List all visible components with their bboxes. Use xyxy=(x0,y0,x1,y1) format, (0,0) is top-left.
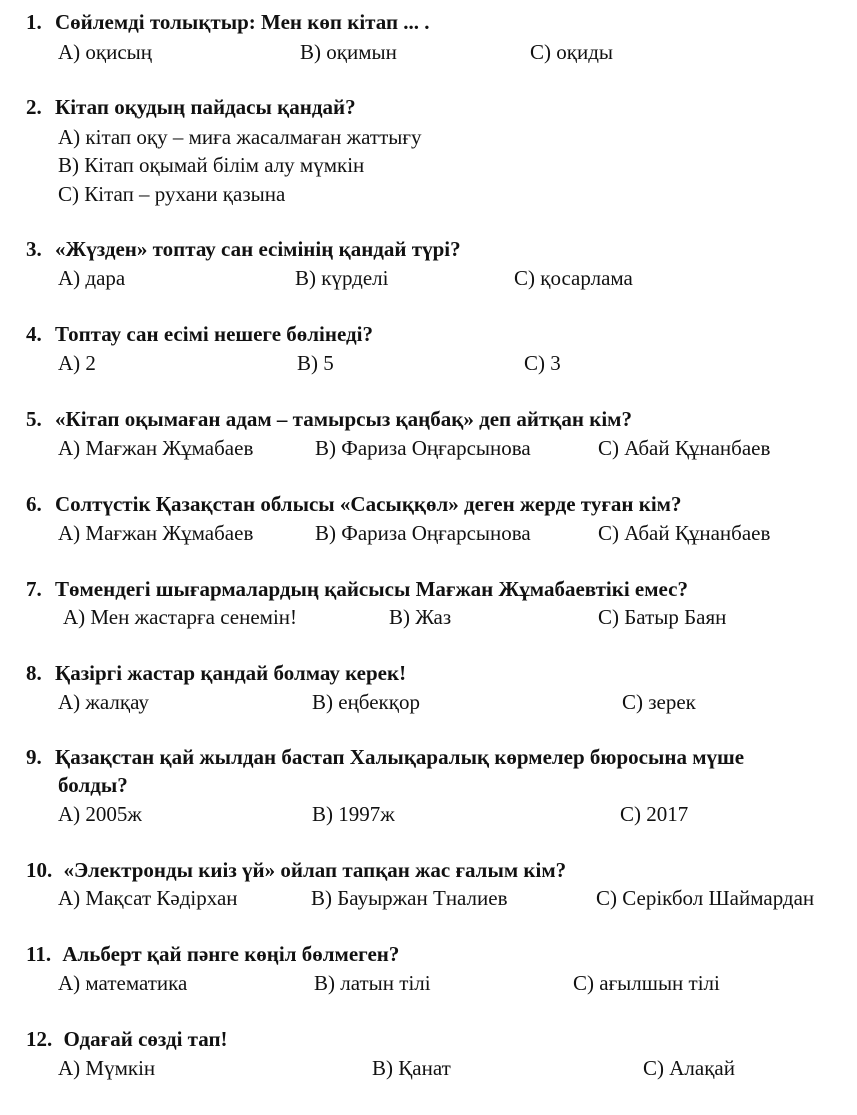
question-number: 3. xyxy=(26,237,42,261)
option-c: С) Абай Құнанбаев xyxy=(598,521,771,545)
question-title xyxy=(26,1026,228,1052)
question-text: Төмендегі шығармалардың қайсысы Мағжан Жұмабаевтікі емес? xyxy=(55,577,688,601)
option-a: А) 2005ж xyxy=(58,802,142,826)
option-a: А) оқисың xyxy=(58,40,153,64)
option-a: А) дара xyxy=(58,266,126,290)
question-text: «Жүзден» топтау сан есімінің қандай түрі? xyxy=(55,237,461,261)
question-title xyxy=(26,857,566,883)
option-c: С) Батыр Баян xyxy=(598,605,727,629)
option-a: А) жалқау xyxy=(58,690,149,714)
option-a: А) Мағжан Жұмабаев xyxy=(58,436,254,460)
question-title xyxy=(26,406,632,432)
question-number: 4. xyxy=(26,322,42,346)
option-b: В) 1997ж xyxy=(312,802,395,826)
question-number: 10. xyxy=(26,858,53,882)
question-number: 8. xyxy=(26,661,42,685)
option-c: С) Кітап – рухани қазына xyxy=(58,182,286,206)
option-c: С) оқиды xyxy=(530,40,613,64)
question-text: Қазақстан қай жылдан бастап Халықаралық көрмелер бюросына мүше xyxy=(55,745,745,769)
question-number: 2. xyxy=(26,95,42,119)
option-c: С) зерек xyxy=(622,690,696,714)
option-a: А) кітап оқу – миға жасалмаған жаттығу xyxy=(58,125,422,149)
question-title xyxy=(26,660,406,686)
question-text: «Электронды киіз үй» ойлап тапқан жас ғалым кім? xyxy=(63,858,567,882)
question-number: 9. xyxy=(26,745,42,769)
question-number: 5. xyxy=(26,407,42,431)
question-text: «Кітап оқымаған адам – тамырсыз қаңбақ» деп айтқан кім? xyxy=(55,407,632,431)
option-c: С) Серікбол Шаймардан xyxy=(596,886,815,910)
option-a: А) Мен жастарға сенемін! xyxy=(63,605,298,629)
option-b: В) оқимын xyxy=(300,40,397,64)
question-text: Кітап оқудың пайдасы қандай? xyxy=(55,95,356,119)
question-title xyxy=(26,744,744,770)
question-text: Солтүстік Қазақстан облысы «Сасыққөл» деген жерде туған кім? xyxy=(55,492,682,516)
option-b: В) еңбекқор xyxy=(312,690,420,714)
option-c: С) 3 xyxy=(524,351,561,375)
question-number: 11. xyxy=(26,942,52,966)
option-a: А) Мүмкін xyxy=(58,1056,156,1080)
question-text: Сөйлемді толықтыр: Мен көп кітап ... . xyxy=(55,10,430,34)
question-title xyxy=(26,321,373,347)
option-c: С) Абай Құнанбаев xyxy=(598,436,771,460)
option-b: В) Қанат xyxy=(372,1056,451,1080)
option-b: В) Кітап оқымай білім алу мүмкін xyxy=(58,153,365,177)
option-a: А) 2 xyxy=(58,351,96,375)
question-number: 1. xyxy=(26,10,42,34)
option-b: В) күрделі xyxy=(295,266,389,290)
option-b: В) Бауыржан Тналиев xyxy=(311,886,508,910)
option-c: С) ағылшын тілі xyxy=(573,971,720,995)
question-title xyxy=(26,9,430,35)
question-title xyxy=(26,491,681,517)
question-text: Одағай сөзді тап! xyxy=(63,1027,228,1051)
option-c: С) Алақай xyxy=(643,1056,735,1080)
question-text: Топтау сан есімі нешеге бөлінеді? xyxy=(55,322,373,346)
question-title xyxy=(26,941,399,967)
option-c: С) 2017 xyxy=(620,802,689,826)
option-a: А) Мағжан Жұмабаев xyxy=(58,521,254,545)
option-b: В) Фариза Оңғарсынова xyxy=(315,521,531,545)
option-b: В) Жаз xyxy=(389,605,452,629)
question-number: 7. xyxy=(26,577,42,601)
question-text: Қазіргі жастар қандай болмау керек! xyxy=(55,661,407,685)
option-a: А) Мақсат Кәдірхан xyxy=(58,886,238,910)
option-b: В) латын тілі xyxy=(314,971,431,995)
question-number: 6. xyxy=(26,492,42,516)
option-b: В) Фариза Оңғарсынова xyxy=(315,436,531,460)
question-text: Альберт қай пәнге көңіл бөлмеген? xyxy=(62,942,400,966)
question-title xyxy=(26,576,688,602)
question-text-continued: болды? xyxy=(58,773,128,797)
question-number: 12. xyxy=(26,1027,53,1051)
question-title xyxy=(26,94,356,120)
option-b: В) 5 xyxy=(297,351,334,375)
option-c: С) қосарлама xyxy=(514,266,633,290)
option-a: А) математика xyxy=(58,971,188,995)
question-title xyxy=(26,236,461,262)
